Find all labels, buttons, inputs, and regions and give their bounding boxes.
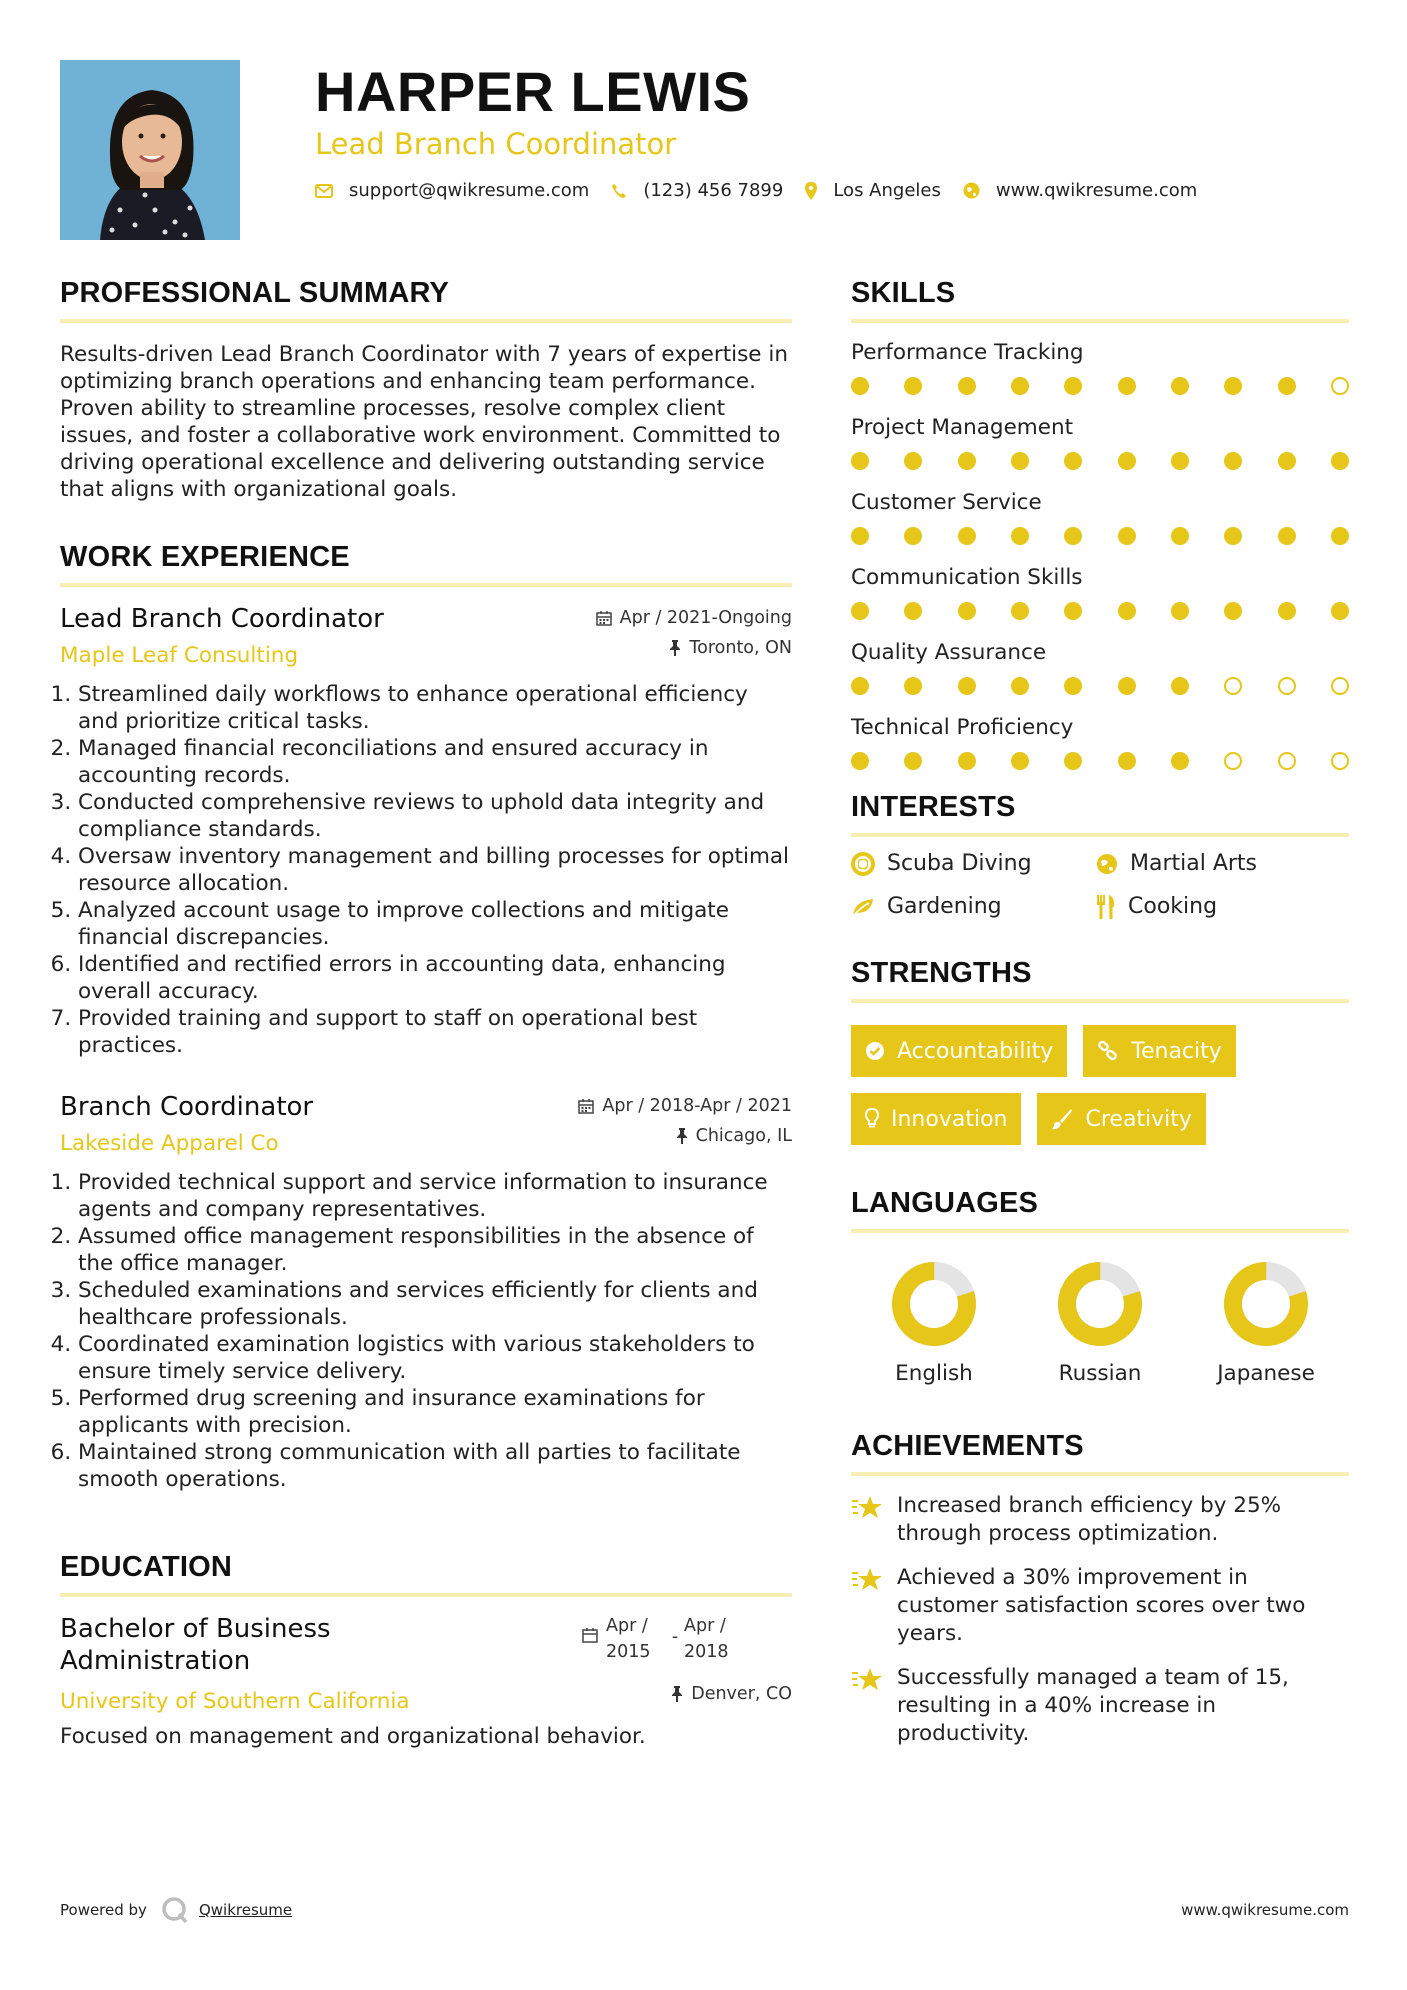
duty-item: 5. Analyzed account usage to improve collections and mitigate financial discrepancies. [78, 897, 792, 951]
skill-name: Communication Skills [851, 565, 1083, 590]
skill-item [851, 489, 1349, 545]
strengths-section [851, 955, 1349, 1161]
interest-label: Scuba Diving [887, 851, 1032, 876]
candidate-title: Lead Branch Coordinator [315, 127, 677, 161]
calendar-icon [596, 610, 612, 626]
rating-dot-filled [1278, 452, 1296, 470]
achievements-section [851, 1428, 1349, 1748]
envelope-icon [315, 184, 333, 198]
section-divider [851, 1229, 1349, 1233]
pushpin-icon [671, 1686, 683, 1702]
duty-item: 2. Managed financial reconciliations and ensured accuracy in accounting records. [78, 735, 792, 789]
language-name: English [895, 1361, 973, 1386]
achievement-item [851, 1664, 1349, 1748]
summary-section [60, 275, 792, 503]
language-item [851, 1259, 1017, 1386]
strength-label: Creativity [1085, 1106, 1192, 1132]
education-end: Apr / 2018 [684, 1616, 729, 1662]
school-name: University of Southern California [60, 1689, 410, 1714]
rating-dot-filled [958, 452, 976, 470]
powered-by-label: Powered by [60, 1901, 147, 1919]
rating-dot-filled [904, 677, 922, 695]
rating-dot-filled [904, 602, 922, 620]
rating-dot-filled [851, 602, 869, 620]
powered-by [60, 1896, 292, 1924]
job-location: Toronto, ON [689, 638, 792, 658]
duties-list [60, 1169, 792, 1493]
rating-dot-filled [1171, 377, 1189, 395]
rating-dot-filled [1171, 752, 1189, 770]
profile-photo [60, 60, 240, 240]
section-divider [60, 1593, 792, 1597]
duty-item: 3. Conducted comprehensive reviews to uphold data integrity and compliance standards. [78, 789, 792, 843]
section-divider [851, 1472, 1349, 1476]
rating-dot-filled [851, 527, 869, 545]
skills-heading: SKILLS [851, 277, 956, 309]
language-item [1017, 1259, 1183, 1386]
language-name: Japanese [1217, 1361, 1315, 1386]
rating-dot-filled [958, 602, 976, 620]
phone-text: (123) 456 7899 [643, 180, 784, 201]
duty-item: 2. Assumed office management responsibilities in the absence of the office manager. [78, 1223, 792, 1277]
globe-icon [1096, 853, 1118, 875]
rating-dot-filled [1224, 452, 1242, 470]
languages-list [851, 1259, 1349, 1386]
star-icon [851, 1495, 883, 1521]
strength-badge [851, 1093, 1021, 1145]
rating-dot-empty [1278, 677, 1296, 695]
language-proficiency-chart [889, 1259, 979, 1349]
duty-item: 6. Maintained strong communication with all parties to facilitate smooth operations. [78, 1439, 792, 1493]
candidate-name: HARPER LEWIS [315, 60, 751, 123]
star-icon [851, 1567, 883, 1593]
strengths-list [851, 1025, 1349, 1161]
job-dates: Apr / 2018-Apr / 2021 [602, 1096, 792, 1116]
rating-dot-filled [1064, 527, 1082, 545]
achievement-item [851, 1564, 1349, 1648]
rating-dot-filled [1118, 677, 1136, 695]
rating-dot-filled [1224, 527, 1242, 545]
skill-rating [851, 377, 1349, 395]
rating-dot-filled [1011, 452, 1029, 470]
language-proficiency-chart [1221, 1259, 1311, 1349]
job-title: Lead Branch Coordinator [60, 604, 384, 634]
achievements-list [851, 1492, 1349, 1748]
interests-section [851, 789, 1349, 919]
education-description: Focused on management and organizational behavior. [60, 1724, 646, 1749]
rating-dot-filled [1064, 602, 1082, 620]
rating-dot-filled [958, 527, 976, 545]
star-icon [851, 1667, 883, 1693]
leaf-icon [851, 897, 875, 917]
rating-dot-filled [1011, 677, 1029, 695]
education-start: Apr / 2015 [606, 1616, 651, 1662]
company-name: Maple Leaf Consulting [60, 643, 299, 668]
section-divider [60, 319, 792, 323]
rating-dot-filled [1171, 452, 1189, 470]
contact-website[interactable] [963, 180, 1197, 201]
job-entry [60, 603, 792, 1059]
strength-label: Innovation [891, 1106, 1008, 1132]
job-title: Branch Coordinator [60, 1092, 314, 1122]
interest-label: Martial Arts [1130, 851, 1258, 876]
languages-section [851, 1185, 1349, 1386]
rating-dot-filled [1171, 527, 1189, 545]
strength-badge [1083, 1025, 1236, 1077]
rating-dot-filled [1118, 752, 1136, 770]
rating-dot-filled [1011, 602, 1029, 620]
job-dates: Apr / 2021-Ongoing [619, 608, 792, 628]
rating-dot-filled [851, 677, 869, 695]
interests-list [851, 851, 1349, 919]
skills-section [851, 275, 1349, 770]
section-divider [851, 833, 1349, 837]
lightbulb-icon [865, 1108, 879, 1130]
paint-brush-icon [1051, 1108, 1073, 1130]
contact-bar [315, 180, 1355, 201]
globe-icon [963, 182, 980, 199]
section-divider [60, 583, 792, 587]
email-text: support@qwikresume.com [349, 180, 590, 201]
qwikresume-logo-icon [161, 1896, 189, 1924]
map-pin-icon [805, 182, 817, 200]
strengths-heading: STRENGTHS [851, 957, 1032, 989]
job-meta [596, 603, 792, 663]
interest-item [1096, 851, 1341, 876]
skill-rating [851, 602, 1349, 620]
duty-item: 1. Streamlined daily workflows to enhance operational efficiency and prioritize critical tasks. [78, 681, 792, 735]
rating-dot-empty [1331, 377, 1349, 395]
skill-name: Performance Tracking [851, 340, 1084, 365]
strength-label: Accountability [897, 1038, 1054, 1064]
rating-dot-filled [1171, 602, 1189, 620]
life-ring-icon [851, 852, 875, 876]
calendar-icon [578, 1098, 594, 1114]
duty-item: 7. Provided training and support to staff on operational best practices. [78, 1005, 792, 1059]
rating-dot-filled [904, 377, 922, 395]
rating-dot-filled [1118, 452, 1136, 470]
job-location: Chicago, IL [695, 1126, 792, 1146]
rating-dot-empty [1278, 752, 1296, 770]
rating-dot-empty [1331, 752, 1349, 770]
header [315, 60, 1355, 201]
rating-dot-filled [851, 377, 869, 395]
skill-item [851, 714, 1349, 770]
skill-name: Quality Assurance [851, 640, 1047, 665]
footer [60, 1896, 1349, 1924]
achievement-item [851, 1492, 1349, 1548]
left-column [60, 275, 792, 1751]
interest-label: Cooking [1128, 894, 1218, 919]
language-proficiency-chart [1055, 1259, 1145, 1349]
brand-link[interactable]: Qwikresume [198, 1901, 293, 1919]
pushpin-icon [676, 1128, 688, 1144]
experience-heading: WORK EXPERIENCE [60, 541, 350, 573]
rating-dot-filled [1224, 602, 1242, 620]
duty-item: 4. Coordinated examination logistics with various stakeholders to ensure timely service delivery. [78, 1331, 792, 1385]
skill-item [851, 639, 1349, 695]
contact-email[interactable] [315, 180, 589, 201]
footer-website[interactable]: www.qwikresume.com [1181, 1901, 1349, 1919]
calendar-icon [582, 1627, 598, 1643]
rating-dot-filled [1118, 527, 1136, 545]
education-location: Denver, CO [691, 1684, 792, 1704]
utensils-icon [1096, 895, 1116, 919]
education-heading: EDUCATION [60, 1551, 233, 1583]
interest-item [851, 894, 1096, 919]
rating-dot-filled [1278, 377, 1296, 395]
skill-item [851, 564, 1349, 620]
section-divider [851, 999, 1349, 1003]
right-column [851, 275, 1349, 1748]
achievements-heading: ACHIEVEMENTS [851, 1430, 1084, 1462]
location-text: Los Angeles [833, 180, 941, 201]
skill-name: Customer Service [851, 490, 1042, 515]
rating-dot-filled [1064, 452, 1082, 470]
duty-item: 5. Performed drug screening and insurance examinations for applicants with precision. [78, 1385, 792, 1439]
section-divider [851, 319, 1349, 323]
achievement-text: Successfully managed a team of 15, resulting in a 40% increase in productivity. [897, 1665, 1289, 1746]
rating-dot-filled [958, 677, 976, 695]
job-entry [60, 1091, 792, 1493]
rating-dot-filled [1171, 677, 1189, 695]
skill-item [851, 414, 1349, 470]
interest-label: Gardening [887, 894, 1002, 919]
skill-name: Technical Proficiency [851, 715, 1074, 740]
duties-list [60, 681, 792, 1059]
link-icon [1097, 1040, 1119, 1062]
rating-dot-filled [1011, 752, 1029, 770]
skill-rating [851, 752, 1349, 770]
skill-name: Project Management [851, 415, 1074, 440]
skill-rating [851, 452, 1349, 470]
rating-dot-empty [1331, 677, 1349, 695]
rating-dot-filled [1064, 377, 1082, 395]
rating-dot-filled [1118, 377, 1136, 395]
interests-heading: INTERESTS [851, 791, 1016, 823]
check-circle-icon [865, 1041, 885, 1061]
rating-dot-filled [1224, 377, 1242, 395]
strength-label: Tenacity [1131, 1038, 1222, 1064]
rating-dot-filled [1011, 527, 1029, 545]
achievement-text: Achieved a 30% improvement in customer satisfaction scores over two years. [897, 1565, 1306, 1646]
contact-phone[interactable] [611, 180, 783, 201]
contact-location [805, 180, 941, 201]
strength-badge [851, 1025, 1067, 1077]
duty-item: 3. Scheduled examinations and services efficiently for clients and healthcare professionals. [78, 1277, 792, 1331]
summary-text: Results-driven Lead Branch Coordinator with 7 years of expertise in optimizing branch operations and enhancing team performance. Proven ability to streamline processes, resolve complex client issues, and foster a collaborative work environment. Committed to driving operational excellence and delivering outstanding service that aligns with organizational goals. [60, 342, 788, 502]
interest-item [1096, 894, 1341, 919]
rating-dot-empty [1224, 752, 1242, 770]
rating-dot-filled [958, 752, 976, 770]
skills-list [851, 339, 1349, 770]
rating-dot-filled [1064, 752, 1082, 770]
strength-badge [1037, 1093, 1205, 1145]
rating-dot-filled [1278, 527, 1296, 545]
rating-dot-empty [1224, 677, 1242, 695]
skill-rating [851, 677, 1349, 695]
skill-rating [851, 527, 1349, 545]
rating-dot-filled [851, 752, 869, 770]
education-section [60, 1549, 792, 1751]
duty-item: 4. Oversaw inventory management and billing processes for optimal resource allocation. [78, 843, 792, 897]
company-name: Lakeside Apparel Co [60, 1131, 279, 1156]
duty-item: 1. Provided technical support and service information to insurance agents and company representatives. [78, 1169, 792, 1223]
experience-section [60, 539, 792, 1493]
rating-dot-filled [904, 527, 922, 545]
rating-dot-filled [851, 452, 869, 470]
rating-dot-filled [904, 752, 922, 770]
language-name: Russian [1058, 1361, 1142, 1386]
degree-title: Bachelor of Business Administration [60, 1614, 331, 1676]
rating-dot-filled [1118, 602, 1136, 620]
interest-item [851, 851, 1096, 876]
duty-item: 6. Identified and rectified errors in accounting data, enhancing overall accuracy. [78, 951, 792, 1005]
languages-heading: LANGUAGES [851, 1187, 1039, 1219]
rating-dot-filled [958, 377, 976, 395]
website-text: www.qwikresume.com [995, 180, 1198, 201]
job-meta [578, 1091, 792, 1151]
rating-dot-filled [904, 452, 922, 470]
summary-heading: PROFESSIONAL SUMMARY [60, 277, 450, 309]
rating-dot-filled [1331, 602, 1349, 620]
rating-dot-filled [1331, 527, 1349, 545]
skill-item [851, 339, 1349, 395]
education-meta: Apr / 2015 - Apr / 2018 Denver, CO [582, 1613, 792, 1709]
pushpin-icon [669, 640, 681, 656]
rating-dot-filled [1064, 677, 1082, 695]
rating-dot-filled [1278, 602, 1296, 620]
rating-dot-filled [1331, 452, 1349, 470]
rating-dot-filled [1011, 377, 1029, 395]
language-item [1183, 1259, 1349, 1386]
phone-icon [611, 183, 627, 199]
education-entry [60, 1613, 792, 1751]
achievement-text: Increased branch efficiency by 25% through process optimization. [897, 1493, 1282, 1546]
